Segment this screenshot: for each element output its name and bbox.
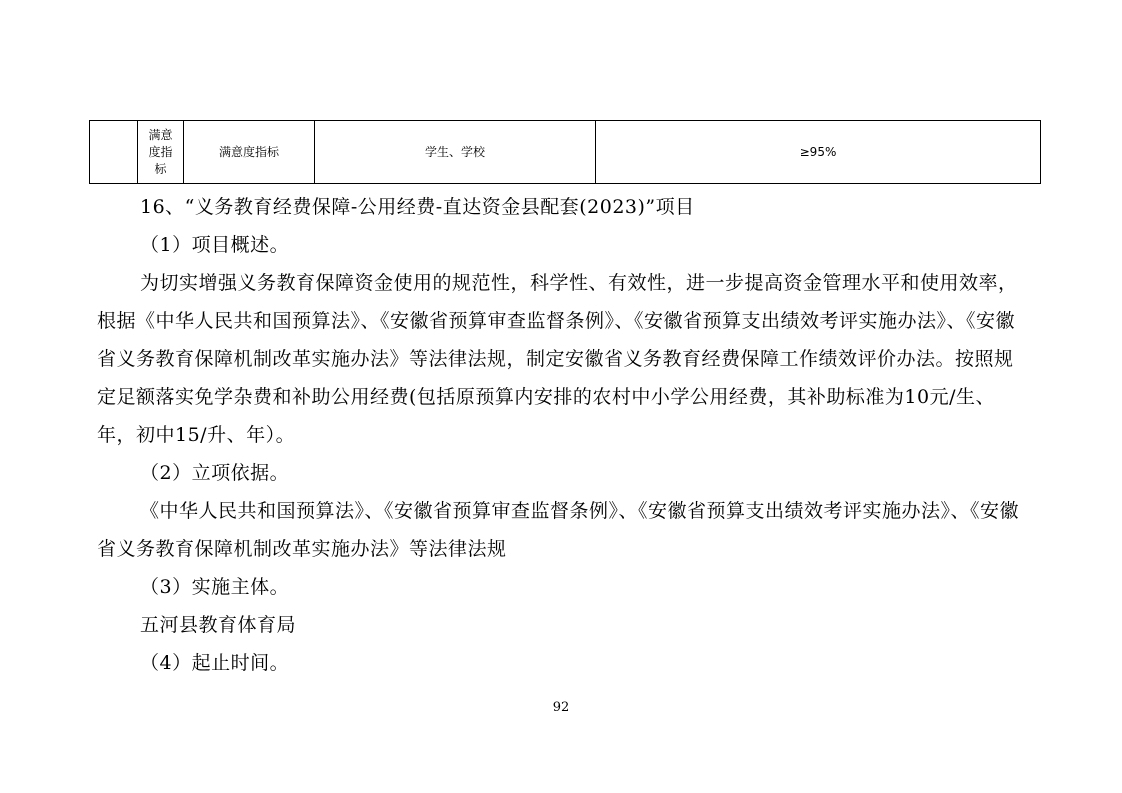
subsection-title-period: （4）起止时间。 [140, 652, 290, 674]
executor-paragraph: 五河县教育体育局 [140, 614, 297, 636]
document-body [97, 188, 1027, 682]
category-text: 满意度指标 [148, 127, 173, 176]
page-number: 92 [552, 700, 570, 715]
table-cell-value: ≥95% [596, 121, 1041, 184]
section-heading: 16、“义务教育经费保障-公用经费-直达资金县配套(2023)”项目 [140, 196, 695, 218]
table-cell-indicator: 满意度指标 [184, 121, 315, 184]
overview-paragraph: 为切实增强义务教育保障资金使用的规范性，科学性、有效性，进一步提高资金管理水平和使用效率，根据《中华人民共和国预算法》、《安徽省预算审查监督条例》、《安徽省预算支出绩效考评实施办法》、《安徽省义务教育保障机制改革实施办法》等法律法规，制定安徽省义务教育经费保障工作绩效评价办法。按照规定足额落实免学杂费和补助公用经费(包括原预算内安排的农村中小学公用经费，其补助标准为10元/生、年，初中15/升、年）。 [97, 272, 1018, 446]
table-cell-category [138, 121, 184, 184]
basis-paragraph: 《中华人民共和国预算法》、《安徽省预算审查监督条例》、《安徽省预算支出绩效考评实施办法》、《安徽省义务教育保障机制改革实施办法》等法律法规 [97, 500, 1020, 560]
table-row [90, 121, 1041, 184]
table-cell-target: 学生、学校 [315, 121, 596, 184]
table-cell-blank [90, 121, 138, 184]
indicator-table [89, 120, 1041, 184]
subsection-title-overview: （1）项目概述。 [140, 234, 290, 256]
subsection-title-basis: （2）立项依据。 [140, 462, 290, 484]
subsection-title-executor: （3）实施主体。 [140, 576, 290, 598]
